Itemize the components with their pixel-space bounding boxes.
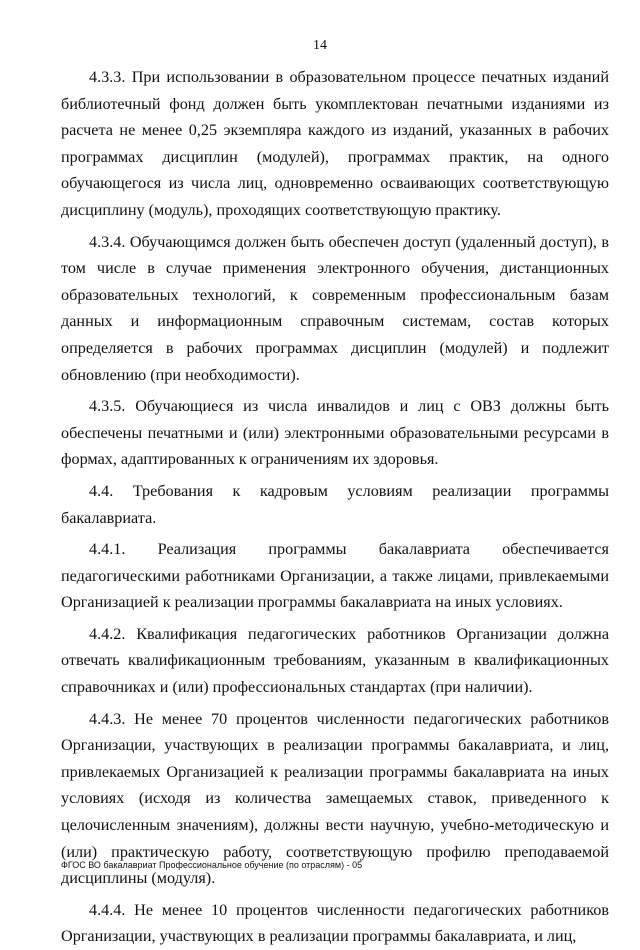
paragraph-4-4-2: 4.4.2. Квалификация педагогических работников Организации должна отвечать квалификационным требованиям, указанным в квалификационных справочниках и (или) профессиональных стандартах (при наличии). <box>61 624 609 697</box>
document-body <box>61 64 609 950</box>
paragraph-4-4-1: 4.4.1. Реализация программы бакалавриата обеспечивается педагогическими работниками Организации, а также лицами, привлекаемыми Организацией к реализации программы бакалавриата на иных условиях. <box>61 540 609 612</box>
footer-note: ФГОС ВО бакалавриат Профессиональное обучение (по отраслям) - 05 <box>61 860 363 870</box>
paragraph-4-3-4: 4.3.4. Обучающимся должен быть обеспечен доступ (удаленный доступ), в том числе в случае применения электронного обучения, дистанционных образовательных технологий, к современным профессиональным базам данных и информационным справочным системам, состав которых определяется в рабочих программах дисциплин (модулей) и подлежит обновлению (при необходимости). <box>61 232 609 384</box>
paragraph-4-4-3: 4.4.3. Не менее 70 процентов численности педагогических работников Организации, участвующих в реализации программы бакалавриата, и лиц, привлекаемых Организацией к реализации программы бакалавриата на иных условиях (исходя из количества замещаемых ставок, приведенного к целочисленным значениям), должны вести научную, учебно-методическую и (или) практическую работу, соответствующую профилю преподаваемой дисциплины (модуля). <box>61 709 609 888</box>
paragraph-4-3-5: 4.3.5. Обучающиеся из числа инвалидов и лиц с ОВЗ должны быть обеспечены печатными и (или) электронными образовательными ресурсами в формах, адаптированных к ограничениям их здоровья. <box>61 397 609 469</box>
paragraph-4-4-4: 4.4.4. Не менее 10 процентов численности педагогических работников Организации, участвующих в реализации программы бакалавриата, и лиц, <box>61 900 609 946</box>
paragraph-4-3-3: 4.3.3. При использовании в образовательном процессе печатных изданий библиотечный фонд должен быть укомплектован печатными изданиями из расчета не менее 0,25 экземпляра каждого из изданий, указанных в рабочих программах дисциплин (модулей), программах практик, на одного обучающегося из числа лиц, одновременно осваивающих соответствующую дисциплину (модуль), проходящих соответствующую практику. <box>61 68 609 219</box>
paragraph-4-4: 4.4. Требования к кадровым условиям реализации программы бакалавриата. <box>61 481 609 527</box>
page-number: 14 <box>313 38 327 53</box>
